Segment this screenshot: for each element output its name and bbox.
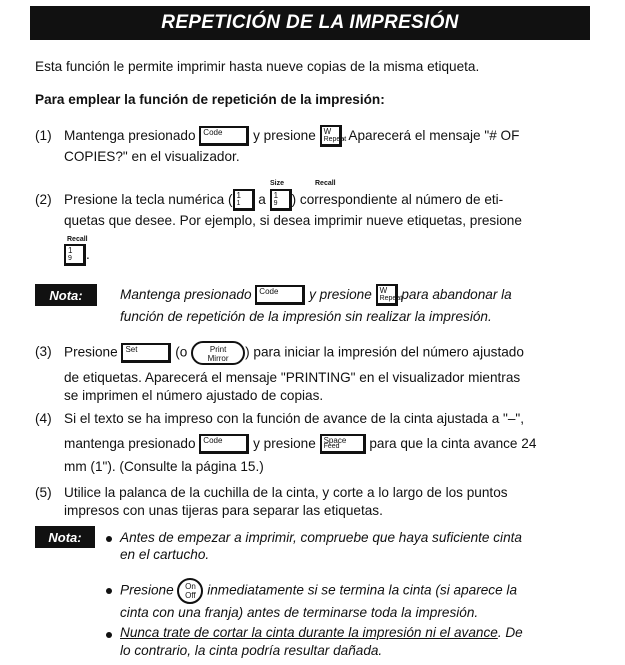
bullet [106,632,112,638]
step-5-line-2: impresos con unas tijeras para separar las etiquetas. [64,503,383,518]
bullet [106,588,112,594]
step-2-line-1: Presione la tecla numérica ( 1 1 a 1 9 ) correspondiente al número de eti- [64,189,503,211]
nota-2-bullet-2-line-2: cinta con una franja) antes de terminarse toda la impresión. [120,605,479,620]
step-3-line-3: se imprimen el número ajustado de copias. [64,388,324,403]
nota-2-bullet-1-line-2: en el cartucho. [120,547,210,562]
step-3-number: (3) [35,344,52,359]
step-1-line-2: COPIES?" en el visualizador. [64,149,240,164]
nota-2-bullet-2-line-1: Presione On Off inmediatamente si se termina la cinta (si aparece la [120,578,517,604]
step-5-number: (5) [35,485,52,500]
space-feed-key: Space Feed [320,434,366,454]
code-key: Code [199,126,249,146]
recall-key-caption-2: Recall [67,236,88,243]
step-2-line-3: 1 9 . [64,244,90,266]
step-2-line-2: quetas que desee. Por ejemplo, si desea imprimir nueve etiquetas, presione [64,213,522,228]
nota-2-label: Nota: [35,526,95,548]
step-4-number: (4) [35,411,52,426]
section-title: REPETICIÓN DE LA IMPRESIÓN [161,12,459,33]
nota-2-bullet-3-line-1: Nunca trate de cortar la cinta durante la impresión ni el avance. De [120,625,523,640]
w-repeat-key: W Repeat [320,125,342,147]
on-off-key: On Off [177,578,203,604]
set-key: Set [121,343,171,363]
step-3-line-2: de etiquetas. Aparecerá el mensaje "PRINTING" en el visualizador mientras [64,370,521,385]
nota-2-bullet-3-line-2: lo contrario, la cinta podría resultar dañada. [120,643,383,658]
print-mirror-key: Print Mirror [191,341,245,365]
step-1-line-1: Mantenga presionado Code y presione W Repeat . Aparecerá el mensaje "# OF [64,125,519,147]
step-2-number: (2) [35,192,52,207]
step-4-line-1: Si el texto se ha impreso con la función de avance de la cinta ajustada a "–", [64,411,525,426]
section-header [30,6,590,40]
code-key-step-4: Code [199,434,249,454]
step-4-line-2: mantenga presionado Code y presione Space Feed para que la cinta avance 24 [64,433,536,455]
w-repeat-key-nota: W Repeat [376,284,398,306]
nota-1-line-1: Mantenga presionado Code y presione W Repeat para abandonar la [120,284,512,306]
one-key: 1 1 [233,189,255,211]
code-key-nota: Code [255,285,305,305]
recall-key-caption: Recall [315,180,336,187]
nine-key: 1 9 [270,189,292,211]
procedure-heading: Para emplear la función de repetición de la impresión: [35,92,385,107]
nota-1-line-2: función de repetición de la impresión sin realizar la impresión. [120,309,492,324]
nota-1-label: Nota: [35,284,97,306]
bullet [106,536,112,542]
size-key-caption: Size [270,180,285,187]
nine-key-example: 1 9 [64,244,86,266]
nota-2-bullet-1-line-1: Antes de empezar a imprimir, compruebe que haya suficiente cinta [120,530,522,545]
step-5-line-1: Utilice la palanca de la cuchilla de la cinta, y corte a lo largo de los puntos [64,485,508,500]
intro-text: Esta función le permite imprimir hasta nueve copias de la misma etiqueta. [35,59,480,74]
step-1-number: (1) [35,128,52,143]
step-4-line-3: mm (1"). (Consulte la página 15.) [64,459,264,474]
step-3-line-1: Presione Set (o Print Mirror ) para iniciar la impresión del número ajustado [64,341,524,365]
